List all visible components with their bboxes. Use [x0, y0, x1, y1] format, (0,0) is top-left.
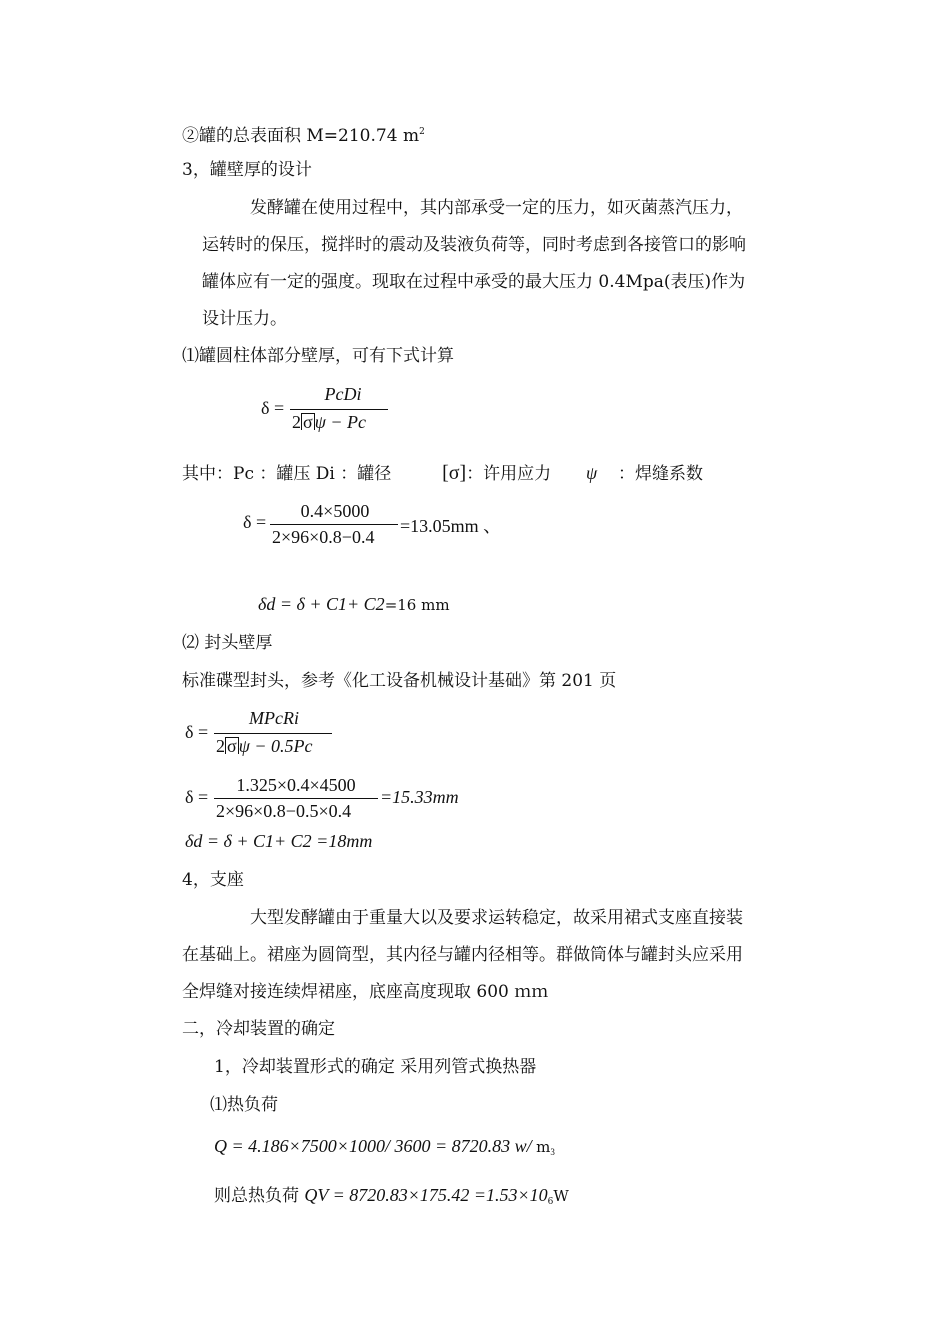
variables-pc-di: 其中：Pc ：罐压 Di ：罐径 [182, 464, 392, 484]
variables-definition-line [182, 462, 703, 485]
sigma-symbol: [σ] [442, 462, 467, 484]
formula2-lhs: δ = [243, 512, 267, 532]
formula2-fraction-bar [270, 524, 398, 525]
formula1-fraction-bar [290, 409, 388, 410]
formula5-denominator: 2×96×0.8−0.5×0.4 [216, 801, 352, 821]
section4-title: 4，支座 [182, 870, 244, 890]
formula1-numerator: PcDi [324, 384, 362, 404]
cooling-type-line: 1，冷却装置形式的确定 采用列管式换热器 [214, 1057, 537, 1077]
sigma-description: ：许用应力 [466, 464, 552, 484]
formula1-lhs: δ = [261, 398, 285, 418]
formula4-denominator: 2 σ ψ − 0.5Pc [216, 736, 313, 756]
total-heat-load-line [214, 1184, 569, 1213]
section3-title: 3，罐壁厚的设计 [182, 160, 312, 180]
head-thickness-title: ⑵ 封头壁厚 [182, 633, 273, 653]
formula4-numerator: MPcRi [249, 708, 299, 728]
heat-load-equation: Q = 4.186×7500×1000/ 3600 = 8720.83 w/ $m_3$ [214, 1136, 555, 1157]
total-heat-prefix: 则总热负荷 [214, 1186, 299, 1206]
formula2-result: =13.05mm 、 [400, 516, 502, 536]
para1-line4: 设计压力。 [202, 309, 287, 329]
total-area-line [182, 121, 425, 147]
cylinder-thickness-title: ⑴罐圆柱体部分壁厚，可有下式计算 [182, 346, 454, 366]
formula5-result: =15.33mm [380, 787, 459, 807]
formula1-denominator: 2 σ ψ − Pc [292, 412, 367, 432]
total-heat-equation: QV = 8720.83×175.42 =1.53×10 [304, 1185, 548, 1205]
formula5-lhs: δ = [185, 787, 209, 807]
formula4-fraction-bar [214, 733, 332, 734]
psi-symbol: ψ [586, 463, 598, 483]
para1-line3: 罐体应有一定的强度。现取在过程中承受的最大压力 0.4Mpa(表压)作为 [202, 272, 746, 292]
formula2-denominator: 2×96×0.8−0.4 [272, 527, 375, 547]
formula2-numerator: 0.4×5000 [300, 501, 370, 521]
para1-line1: 发酵罐在使用过程中，其内部承受一定的压力，如灭菌蒸汽压力， [250, 198, 743, 218]
area-unit-exponent: 2 [419, 127, 425, 137]
heat-load-title: ⑴热负荷 [210, 1095, 278, 1115]
para2-line1: 大型发酵罐由于重量大以及要求运转稳定，故采用裙式支座直接装 [250, 908, 743, 928]
para2-line3: 全焊缝对接连续焊裙座，底座高度现取 600 ｍｍ [182, 982, 549, 1002]
para2-line2: 在基础上。裙座为圆筒型，其内径与罐内径相等。群做筒体与罐封头应采用 [182, 945, 743, 965]
para1-line2: 运转时的保压，搅拌时的震动及装液负荷等，同时考虑到各接管口的影响 [202, 235, 746, 255]
psi-description: ：焊缝系数 [618, 464, 703, 484]
formula4-lhs: δ = [185, 722, 209, 742]
total-heat-unit: W [553, 1187, 569, 1205]
formula5-numerator: 1.325×0.4×4500 [236, 775, 356, 795]
total-heat-exponent: 6 [547, 1197, 554, 1207]
formula-head-design-thickness: δd = δ + C1+ C2 =18mm [185, 831, 373, 851]
head-reference: 标准碟型封头，参考《化工设备机械设计基础》第 201 页 [182, 671, 617, 691]
formula5-fraction-bar [214, 798, 378, 799]
cooling-section-title: 二，冷却装置的确定 [182, 1019, 335, 1039]
formula-cylinder-design-thickness: δd = δ + C1+ C2=16 mm [258, 594, 450, 614]
total-area-text: ②罐的总表面积 M=210.74 m [182, 126, 420, 146]
